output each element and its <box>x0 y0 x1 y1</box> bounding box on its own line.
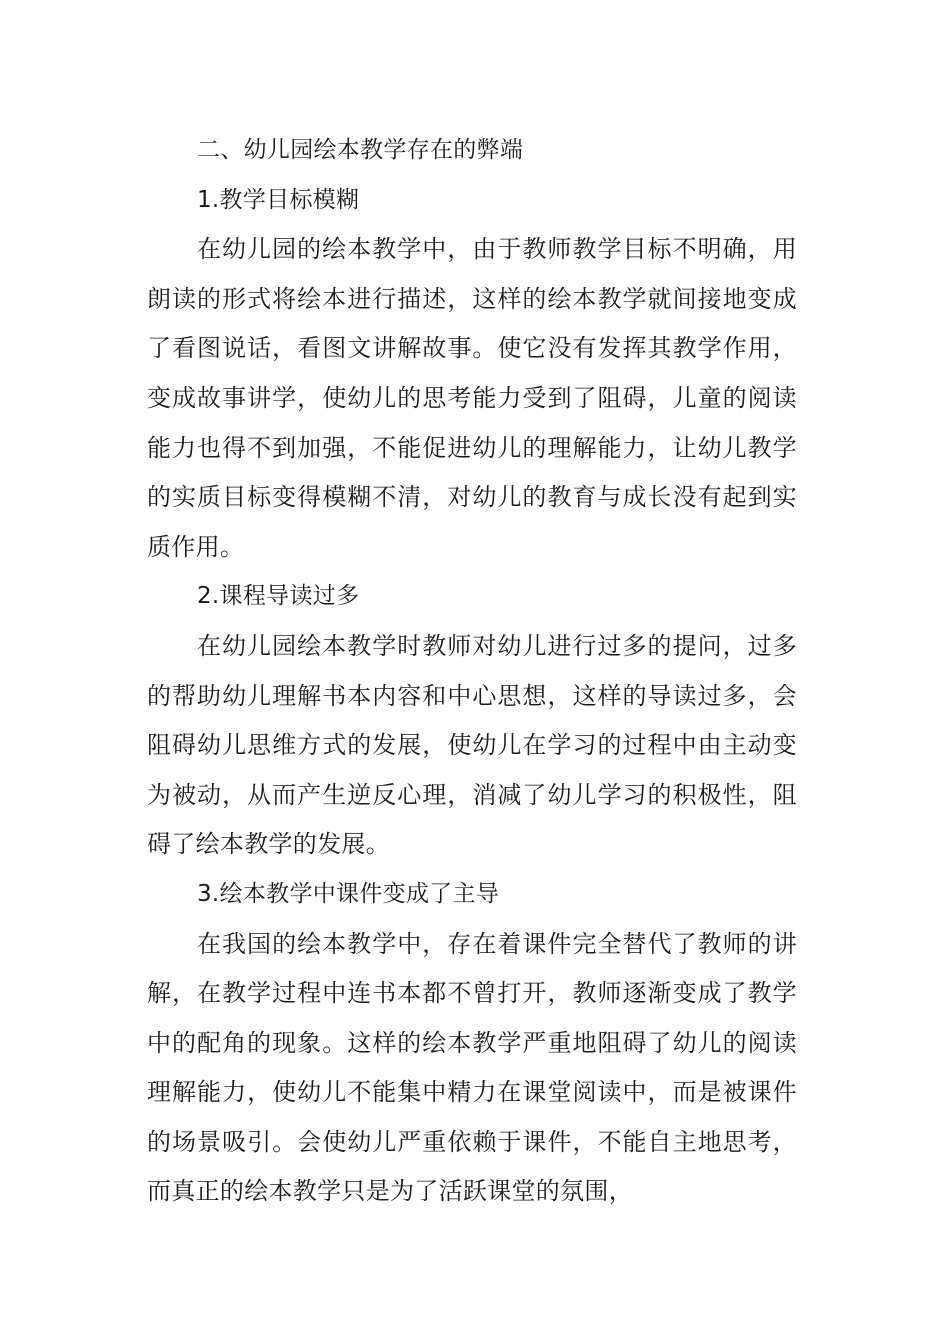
paragraph-2: 在幼儿园绘本教学时教师对幼儿进行过多的提问，过多的帮助幼儿理解书本内容和中心思想，这样的导读过多，会阻碍幼儿思维方式的发展，使幼儿在学习的过程中由主动变为被动，从而产生逆反心理，消减了幼儿学习的积极性，阻碍了绘本教学的发展。 <box>147 631 797 859</box>
section-title: 二、幼儿园绘本教学存在的弊端 <box>197 137 524 163</box>
subheading-3: 3.绘本教学中课件变成了主导 <box>197 880 500 907</box>
subheading-2: 2.课程导读过多 <box>197 583 360 610</box>
document-body <box>147 126 797 1217</box>
paragraph-3: 在我国的绘本教学中，存在着课件完全替代了教师的讲解，在教学过程中连书本都不曾打开，教师逐渐变成了教学中的配角的现象。这样的绘本教学严重地阻碍了幼儿的阅读理解能力，使幼儿不能集中精力在课堂阅读中，而是被课件的场景吸引。会使幼儿严重依赖于课件，不能自主地思考，而真正的绘本教学只是为了活跃课堂的氛围， <box>147 929 797 1206</box>
paragraph-1: 在幼儿园的绘本教学中，由于教师教学目标不明确，用朗读的形式将绘本进行描述，这样的绘本教学就间接地变成了看图说话，看图文讲解故事。使它没有发挥其教学作用，变成故事讲学，使幼儿的思考能力受到了阻碍，儿童的阅读能力也得不到加强，不能促进幼儿的理解能力，让幼儿教学的实质目标变得模糊不清，对幼儿的教育与成长没有起到实质作用。 <box>147 235 797 561</box>
subheading-1: 1.教学目标模糊 <box>197 186 360 213</box>
